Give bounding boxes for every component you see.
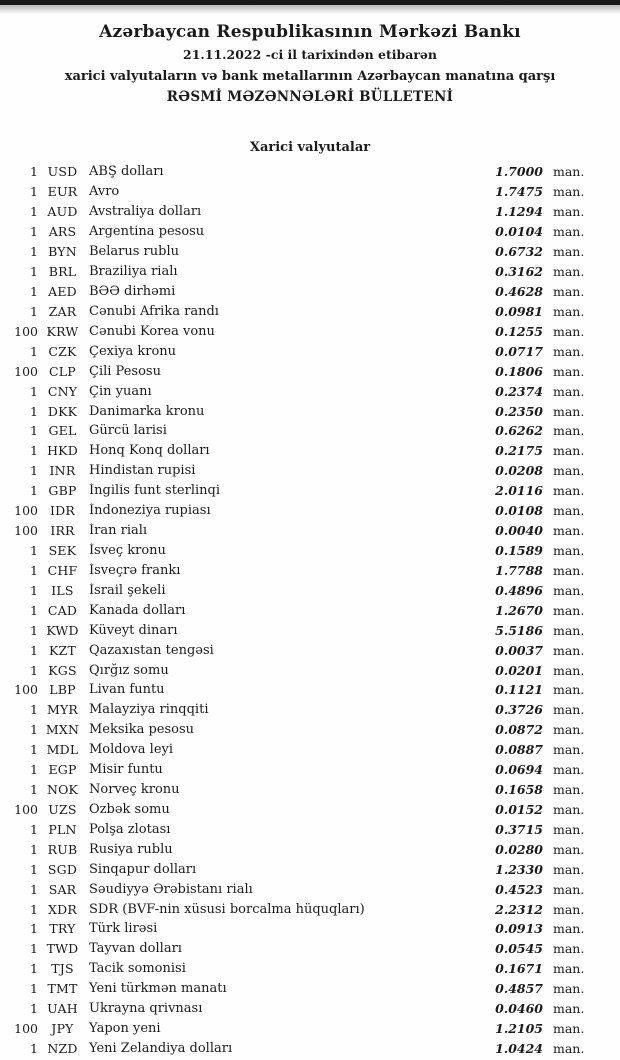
table-row: [0, 580, 620, 600]
currency-code-cell: TMT: [47, 981, 78, 997]
unit-cell: man.: [553, 283, 585, 299]
quantity-cell: 100: [14, 523, 38, 539]
currency-code-cell: EUR: [47, 184, 78, 200]
currency-code-cell: ARS: [48, 224, 77, 240]
quantity-cell: 1: [30, 941, 38, 957]
unit-cell: man.: [553, 861, 585, 877]
rate-cell: 1.7788: [495, 562, 543, 578]
currency-code-cell: TRY: [49, 921, 76, 937]
currency-name-cell: Kanada dolları: [89, 602, 186, 618]
rate-cell: 0.0545: [495, 941, 543, 957]
currency-name-cell: Ukrayna qrivnası: [89, 1001, 203, 1017]
currency-name-cell: Braziliya rialı: [89, 264, 178, 280]
table-row: [0, 441, 620, 461]
unit-cell: man.: [553, 244, 585, 260]
table-row: [0, 341, 620, 361]
unit-cell: man.: [553, 562, 585, 578]
unit-cell: man.: [553, 443, 585, 459]
quantity-cell: 1: [30, 542, 38, 558]
rate-cell: 0.0280: [495, 841, 543, 857]
quantity-cell: 1: [30, 782, 38, 798]
table-row: [0, 521, 620, 541]
unit-cell: man.: [553, 403, 585, 419]
rate-cell: 0.1589: [495, 542, 543, 558]
quantity-cell: 1: [30, 861, 38, 877]
rate-cell: 0.0717: [495, 343, 543, 359]
table-row: [0, 541, 620, 561]
table-row: [0, 1019, 620, 1039]
currency-code-cell: KGS: [48, 662, 77, 678]
unit-cell: man.: [553, 582, 585, 598]
rate-cell: 0.3162: [495, 264, 543, 280]
currency-name-cell: Hindistan rupisi: [89, 463, 196, 479]
currency-name-cell: Meksika pesosu: [89, 722, 195, 738]
currency-name-cell: Misir funtu: [89, 762, 163, 778]
quantity-cell: 1: [30, 244, 38, 260]
table-row: [0, 421, 620, 441]
rate-cell: 2.0116: [495, 483, 543, 499]
unit-cell: man.: [553, 961, 585, 977]
currency-name-cell: SDR (BVF-nin xüsusi borcalma hüquqları): [89, 901, 365, 917]
quantity-cell: 100: [14, 363, 38, 379]
rate-cell: 0.0201: [495, 662, 543, 678]
currency-code-cell: SGD: [47, 861, 78, 877]
currency-code-cell: KWD: [46, 622, 79, 638]
quantity-cell: 1: [30, 1041, 38, 1057]
quantity-cell: 1: [30, 383, 38, 399]
quantity-cell: 100: [14, 323, 38, 339]
table-row: [0, 919, 620, 939]
currency-name-cell: Cənubi Afrika randı: [89, 303, 219, 319]
table-row: [0, 879, 620, 899]
rate-cell: 1.2330: [495, 861, 543, 877]
table-row: [0, 321, 620, 341]
table-row: [0, 242, 620, 262]
rate-cell: 0.0208: [495, 463, 543, 479]
rate-cell: 0.0981: [495, 303, 543, 319]
currency-name-cell: Danimarka kronu: [89, 403, 205, 419]
rate-cell: 0.1121: [495, 682, 543, 698]
quantity-cell: 1: [30, 821, 38, 837]
currency-name-cell: Malayziya rinqqiti: [89, 702, 209, 718]
unit-cell: man.: [553, 264, 585, 280]
rate-cell: 0.2350: [495, 403, 543, 419]
currency-code-cell: RUB: [47, 841, 78, 857]
unit-cell: man.: [553, 323, 585, 339]
quantity-cell: 1: [30, 164, 38, 180]
table-row: [0, 560, 620, 580]
unit-cell: man.: [553, 363, 585, 379]
rate-cell: 0.0694: [495, 762, 543, 778]
currency-code-cell: GEL: [48, 423, 77, 439]
quantity-cell: 1: [30, 702, 38, 718]
table-row: [0, 282, 620, 302]
rate-cell: 0.3726: [495, 702, 543, 718]
quantity-cell: 1: [30, 423, 38, 439]
quantity-cell: 1: [30, 881, 38, 897]
currency-code-cell: BRL: [48, 264, 77, 280]
quantity-cell: 1: [30, 622, 38, 638]
rate-cell: 0.2175: [495, 443, 543, 459]
currency-name-cell: Honq Konq dolları: [89, 443, 210, 459]
currency-name-cell: Səudiyyə Ərəbistanı rialı: [89, 881, 253, 897]
currency-code-cell: UZS: [48, 801, 77, 817]
unit-cell: man.: [553, 702, 585, 718]
currency-code-cell: CZK: [48, 343, 77, 359]
rate-cell: 0.0872: [495, 722, 543, 738]
currency-name-cell: İsveç kronu: [89, 542, 166, 558]
section-title-foreign-currencies: Xarici valyutalar: [249, 140, 371, 155]
rate-cell: 5.5186: [495, 622, 543, 638]
quantity-cell: 1: [30, 343, 38, 359]
unit-cell: man.: [553, 383, 585, 399]
currency-name-cell: Rusiya rublu: [89, 841, 173, 857]
rate-cell: 0.4896: [495, 582, 543, 598]
currency-code-cell: CAD: [47, 602, 78, 618]
table-row: [0, 999, 620, 1019]
currency-name-cell: İsveçrə frankı: [89, 562, 181, 578]
rate-cell: 0.4857: [495, 981, 543, 997]
table-row: [0, 939, 620, 959]
rate-cell: 0.0108: [495, 503, 543, 519]
quantity-cell: 1: [30, 642, 38, 658]
currency-name-cell: Polşa zlotası: [89, 821, 171, 837]
currency-name-cell: Moldova leyi: [89, 742, 174, 758]
currency-code-cell: INR: [49, 463, 76, 479]
table-row: [0, 461, 620, 481]
quantity-cell: 1: [30, 901, 38, 917]
table-row: [0, 800, 620, 820]
currency-name-cell: Tayvan dolları: [89, 941, 182, 957]
currency-name-cell: Tacik somonisi: [89, 961, 186, 977]
currency-name-cell: Norveç kronu: [89, 782, 180, 798]
currency-code-cell: LBP: [49, 682, 76, 698]
currency-code-cell: HKD: [47, 443, 78, 459]
currency-code-cell: MYR: [46, 702, 79, 718]
rate-cell: 0.1671: [495, 961, 543, 977]
unit-cell: man.: [553, 184, 585, 200]
rate-cell: 1.7000: [495, 164, 543, 180]
currency-name-cell: Avro: [89, 184, 120, 200]
quantity-cell: 1: [30, 602, 38, 618]
table-row: [0, 600, 620, 620]
table-row: [0, 381, 620, 401]
unit-cell: man.: [553, 1021, 585, 1037]
quantity-cell: 1: [30, 443, 38, 459]
quantity-cell: 100: [14, 682, 38, 698]
quantity-cell: 1: [30, 264, 38, 280]
currency-name-cell: Belarus rublu: [89, 244, 179, 260]
table-row: [0, 680, 620, 700]
currency-name-cell: Qazaxıstan tengəsi: [89, 642, 214, 658]
currency-code-cell: CNY: [47, 383, 78, 399]
currency-code-cell: KRW: [46, 323, 79, 339]
currency-name-cell: ABŞ dolları: [89, 164, 164, 180]
table-row: [0, 202, 620, 222]
table-row: [0, 481, 620, 501]
rate-cell: 0.0037: [495, 642, 543, 658]
currency-code-cell: USD: [47, 164, 78, 180]
quantity-cell: 1: [30, 841, 38, 857]
unit-cell: man.: [553, 423, 585, 439]
unit-cell: man.: [553, 742, 585, 758]
table-row: [0, 222, 620, 242]
rate-cell: 0.0913: [495, 921, 543, 937]
currency-code-cell: GBP: [48, 483, 77, 499]
currency-name-cell: Sinqapur dolları: [89, 861, 197, 877]
table-row: [0, 720, 620, 740]
currency-code-cell: EGP: [48, 762, 77, 778]
rate-cell: 0.0887: [495, 742, 543, 758]
table-row: [0, 401, 620, 421]
unit-cell: man.: [553, 542, 585, 558]
currency-name-cell: Livan funtu: [89, 682, 165, 698]
rate-cell: 1.1294: [495, 204, 543, 220]
unit-cell: man.: [553, 801, 585, 817]
table-row: [0, 162, 620, 182]
currency-code-cell: JPY: [51, 1021, 74, 1037]
currency-code-cell: DKK: [47, 403, 78, 419]
quantity-cell: 1: [30, 762, 38, 778]
currency-name-cell: Yeni türkmən manatı: [89, 981, 227, 997]
currency-code-cell: IRR: [50, 523, 75, 539]
rate-cell: 0.1255: [495, 323, 543, 339]
currency-code-cell: AED: [48, 283, 77, 299]
currency-code-cell: MDL: [46, 742, 79, 758]
currency-name-cell: Cənubi Korea vonu: [89, 323, 215, 339]
rate-cell: 0.0040: [495, 523, 543, 539]
currency-code-cell: CLP: [49, 363, 76, 379]
currency-code-cell: TWD: [46, 941, 79, 957]
unit-cell: man.: [553, 782, 585, 798]
table-row: [0, 859, 620, 879]
currency-name-cell: Yapon yeni: [89, 1021, 161, 1037]
currency-code-cell: ILS: [51, 582, 74, 598]
currency-code-cell: MXN: [45, 722, 80, 738]
currency-code-cell: IDR: [50, 503, 75, 519]
currency-name-cell: Gürcü larisi: [89, 423, 167, 439]
document-subtitle: xarici valyutaların və bank metallarının Azərbaycan manatına qarşı: [64, 69, 556, 84]
rate-cell: 0.3715: [495, 821, 543, 837]
quantity-cell: 1: [30, 742, 38, 758]
currency-name-cell: Yeni Zelandiya dolları: [89, 1041, 233, 1057]
quantity-cell: 1: [30, 722, 38, 738]
exchange-rates-table: [0, 162, 620, 1058]
currency-code-cell: SAR: [48, 881, 77, 897]
bulletin-title: RƏSMİ MƏZƏNNƏLƏRİ BÜLLETENİ: [166, 89, 454, 105]
unit-cell: man.: [553, 602, 585, 618]
unit-cell: man.: [553, 483, 585, 499]
currency-name-cell: İndoneziya rupiası: [89, 503, 211, 519]
unit-cell: man.: [553, 503, 585, 519]
currency-name-cell: Avstraliya dolları: [89, 204, 202, 220]
currency-name-cell: Özbək somu: [89, 801, 170, 817]
rate-cell: 0.2374: [495, 383, 543, 399]
unit-cell: man.: [553, 343, 585, 359]
unit-cell: man.: [553, 204, 585, 220]
currency-code-cell: KZT: [49, 642, 76, 658]
currency-code-cell: NZD: [47, 1041, 78, 1057]
currency-code-cell: BYN: [48, 244, 77, 260]
rate-cell: 0.6732: [495, 244, 543, 260]
quantity-cell: 1: [30, 562, 38, 578]
table-row: [0, 501, 620, 521]
currency-code-cell: NOK: [46, 782, 79, 798]
table-row: [0, 301, 620, 321]
table-row: [0, 361, 620, 381]
currency-code-cell: TJS: [51, 961, 74, 977]
table-row: [0, 620, 620, 640]
currency-name-cell: İran rialı: [89, 523, 148, 539]
currency-name-cell: Qırğız somu: [89, 662, 169, 678]
unit-cell: man.: [553, 921, 585, 937]
rate-cell: 0.0460: [495, 1001, 543, 1017]
table-row: [0, 1039, 620, 1059]
table-row: [0, 640, 620, 660]
currency-code-cell: ZAR: [48, 303, 77, 319]
rate-cell: 1.0424: [495, 1041, 543, 1057]
rate-cell: 0.0104: [495, 224, 543, 240]
currency-name-cell: Argentina pesosu: [89, 224, 205, 240]
scan-edge-gradient: [0, 5, 620, 16]
rate-cell: 0.6262: [495, 423, 543, 439]
currency-code-cell: XDR: [48, 901, 77, 917]
quantity-cell: 1: [30, 224, 38, 240]
unit-cell: man.: [553, 941, 585, 957]
table-row: [0, 780, 620, 800]
table-row: [0, 839, 620, 859]
unit-cell: man.: [553, 981, 585, 997]
currency-code-cell: CHF: [47, 562, 78, 578]
unit-cell: man.: [553, 841, 585, 857]
unit-cell: man.: [553, 662, 585, 678]
unit-cell: man.: [553, 722, 585, 738]
rate-cell: 0.1658: [495, 782, 543, 798]
table-row: [0, 819, 620, 839]
currency-name-cell: BƏƏ dirhəmi: [89, 283, 176, 299]
rate-cell: 0.1806: [495, 363, 543, 379]
unit-cell: man.: [553, 682, 585, 698]
quantity-cell: 1: [30, 184, 38, 200]
rate-cell: 0.4523: [495, 881, 543, 897]
currency-name-cell: İngilis funt sterlinqi: [89, 483, 220, 499]
currency-name-cell: Çili Pesosu: [89, 363, 161, 379]
quantity-cell: 1: [30, 283, 38, 299]
quantity-cell: 100: [14, 1021, 38, 1037]
quantity-cell: 1: [30, 303, 38, 319]
currency-code-cell: AUD: [47, 204, 78, 220]
quantity-cell: 1: [30, 463, 38, 479]
unit-cell: man.: [553, 164, 585, 180]
rate-cell: 2.2312: [495, 901, 543, 917]
unit-cell: man.: [553, 1001, 585, 1017]
quantity-cell: 1: [30, 403, 38, 419]
unit-cell: man.: [553, 821, 585, 837]
effective-date-line: 21.11.2022 -ci il tarixindən etibarən: [183, 47, 437, 62]
table-row: [0, 959, 620, 979]
table-row: [0, 979, 620, 999]
quantity-cell: 1: [30, 921, 38, 937]
quantity-cell: 1: [30, 483, 38, 499]
unit-cell: man.: [553, 224, 585, 240]
rate-cell: 0.4628: [495, 283, 543, 299]
table-row: [0, 660, 620, 680]
table-row: [0, 182, 620, 202]
unit-cell: man.: [553, 881, 585, 897]
currency-name-cell: İsrail şekeli: [89, 582, 166, 598]
table-row: [0, 899, 620, 919]
currency-code-cell: UAH: [47, 1001, 78, 1017]
rate-cell: 1.2670: [495, 602, 543, 618]
unit-cell: man.: [553, 463, 585, 479]
bank-title: Azərbaycan Respublikasının Mərkəzi Bankı: [99, 22, 521, 42]
currency-name-cell: Çin yuanı: [89, 383, 152, 399]
unit-cell: man.: [553, 762, 585, 778]
quantity-cell: 100: [14, 503, 38, 519]
unit-cell: man.: [553, 901, 585, 917]
unit-cell: man.: [553, 622, 585, 638]
table-row: [0, 700, 620, 720]
unit-cell: man.: [553, 1041, 585, 1057]
rate-cell: 0.0152: [495, 801, 543, 817]
quantity-cell: 1: [30, 204, 38, 220]
unit-cell: man.: [553, 523, 585, 539]
quantity-cell: 1: [30, 1001, 38, 1017]
rate-cell: 1.2105: [495, 1021, 543, 1037]
currency-name-cell: Türk lirəsi: [89, 921, 158, 937]
currency-code-cell: SEK: [48, 542, 77, 558]
currency-name-cell: Küveyt dinarı: [89, 622, 178, 638]
quantity-cell: 1: [30, 662, 38, 678]
quantity-cell: 1: [30, 961, 38, 977]
document-header: [0, 21, 620, 106]
quantity-cell: 1: [30, 582, 38, 598]
rate-cell: 1.7475: [495, 184, 543, 200]
unit-cell: man.: [553, 642, 585, 658]
currency-code-cell: PLN: [48, 821, 77, 837]
table-row: [0, 262, 620, 282]
table-row: [0, 760, 620, 780]
quantity-cell: 100: [14, 801, 38, 817]
table-row: [0, 740, 620, 760]
unit-cell: man.: [553, 303, 585, 319]
currency-name-cell: Çexiya kronu: [89, 343, 177, 359]
quantity-cell: 1: [30, 981, 38, 997]
